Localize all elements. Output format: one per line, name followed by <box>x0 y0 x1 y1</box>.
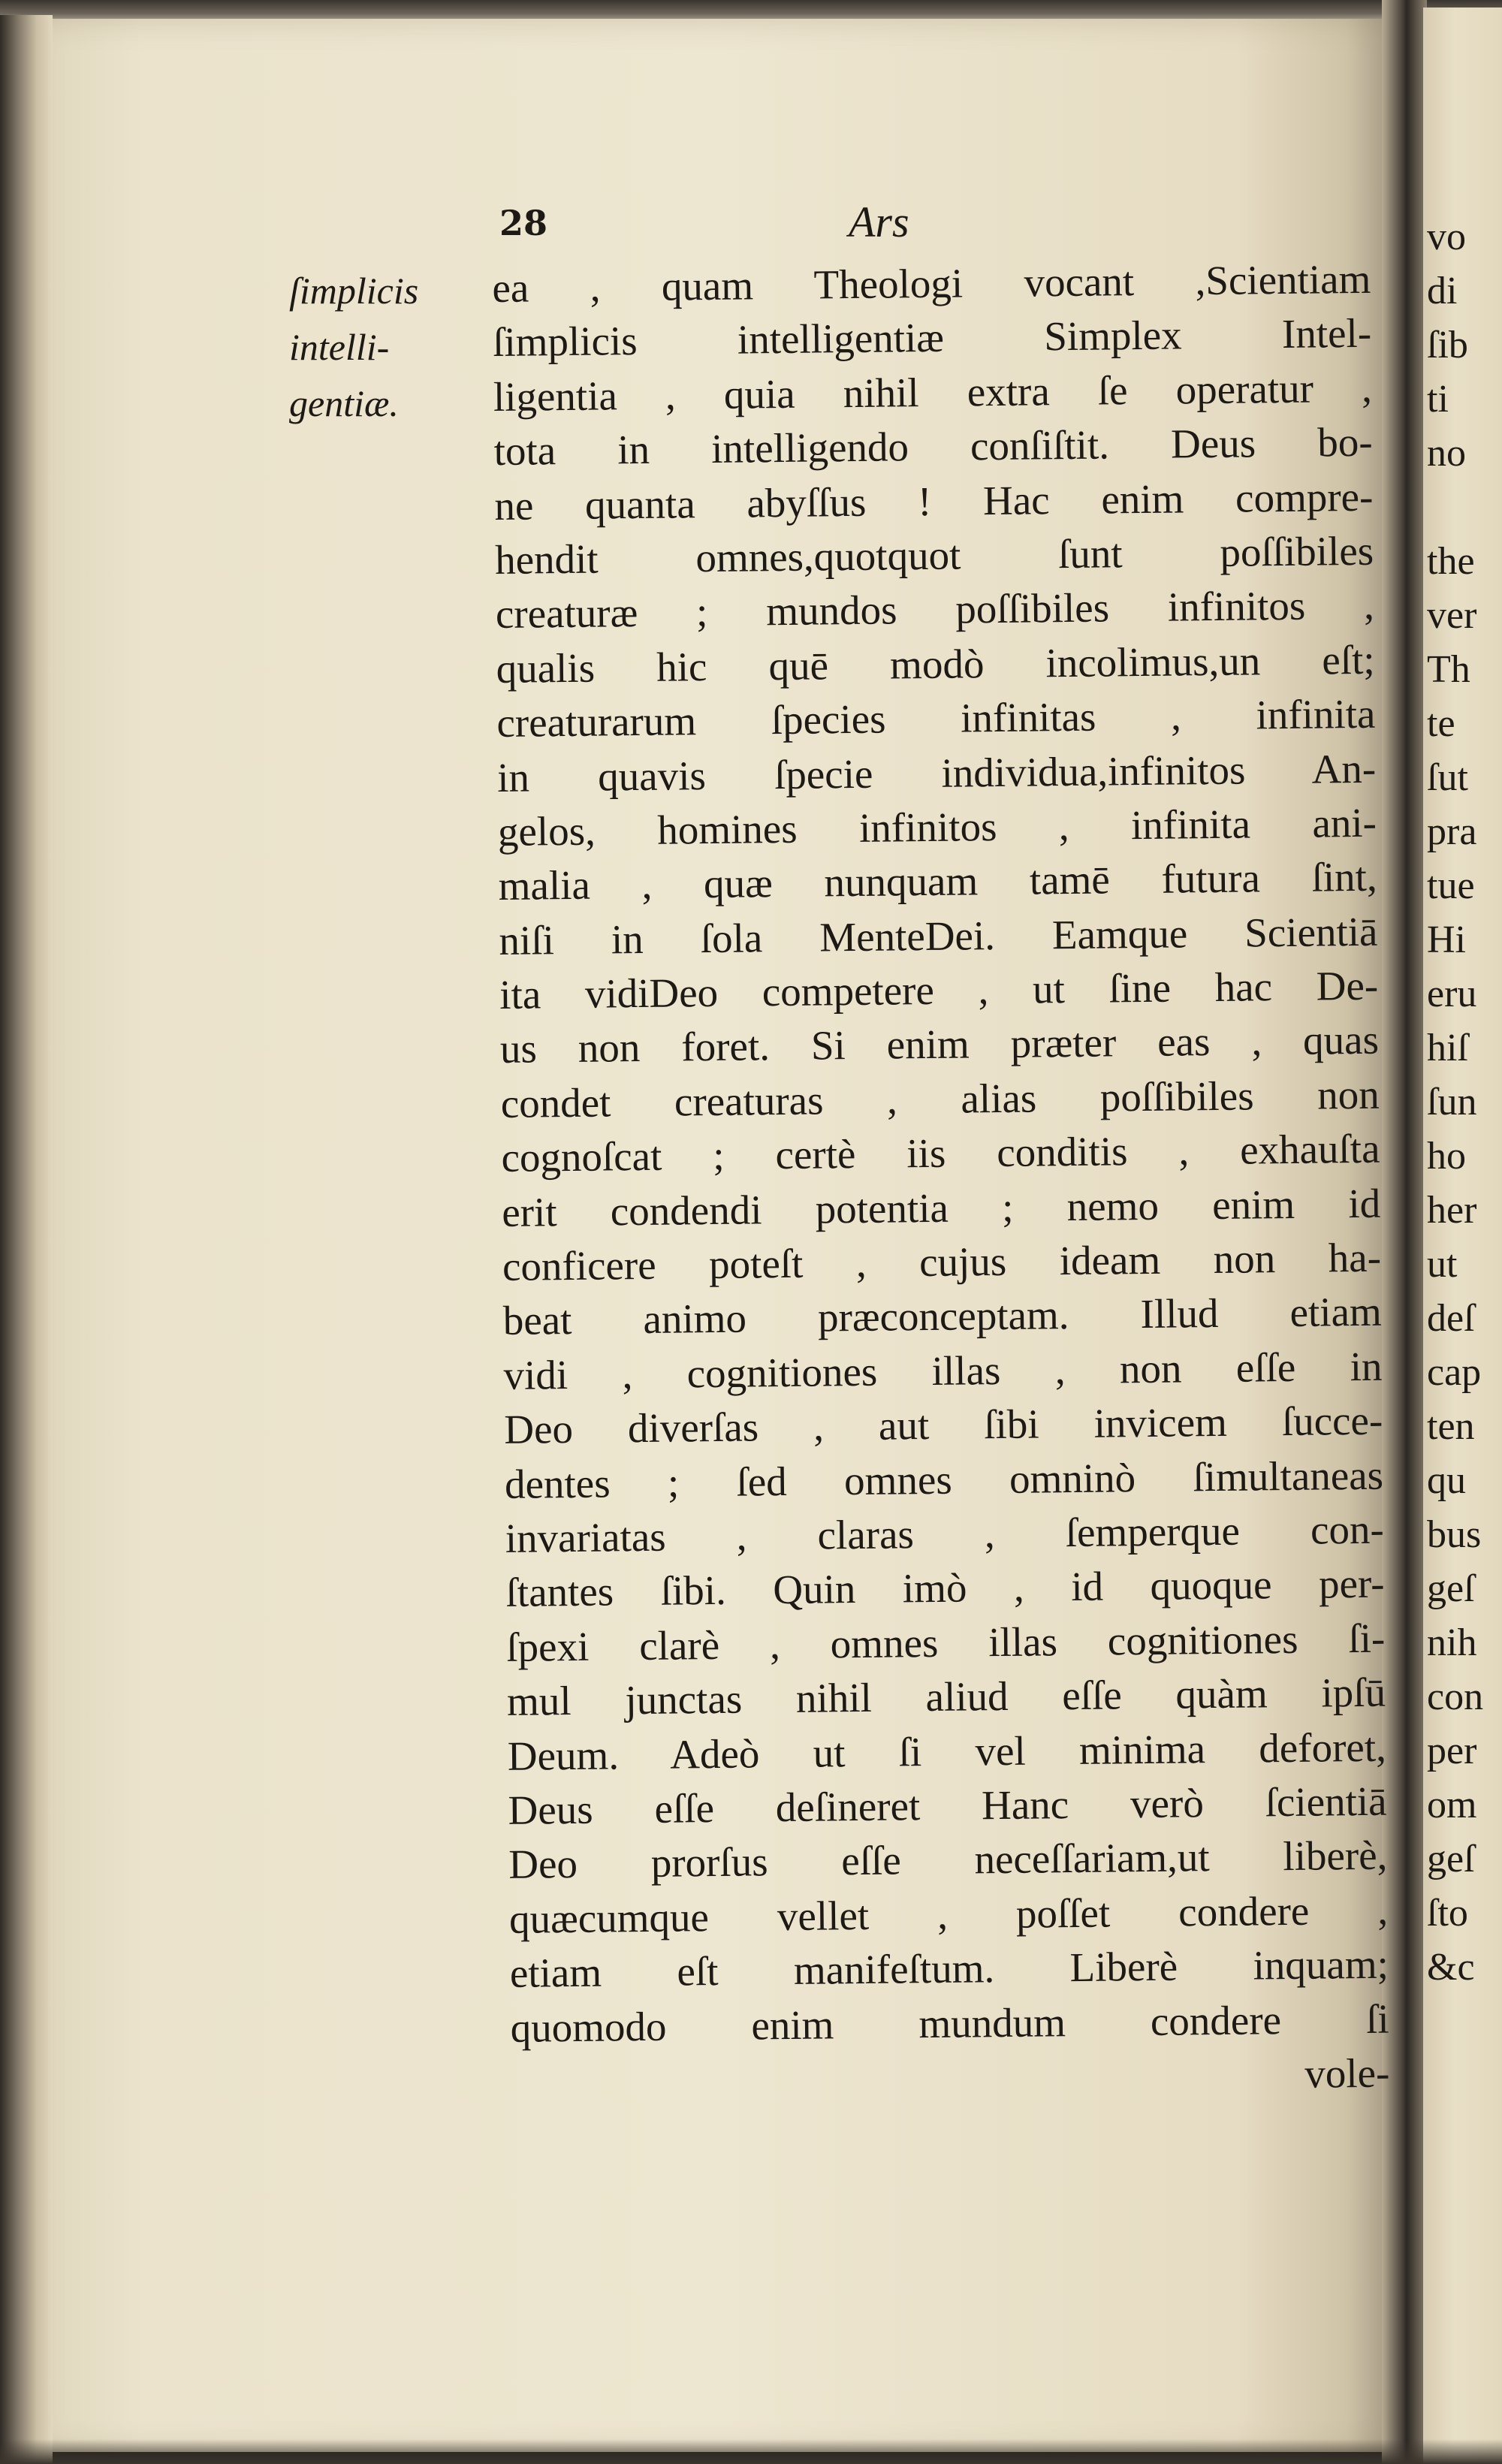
fragment-line: ten <box>1427 1405 1475 1448</box>
fragment-line: te <box>1427 702 1455 745</box>
text-line: ligentia , quia nihil extra ſe operatur , <box>493 364 1373 420</box>
fragment-line: di <box>1427 270 1458 312</box>
fragment-line: vo <box>1427 216 1466 258</box>
fragment-line: con <box>1427 1675 1484 1718</box>
margin-note <box>289 263 507 432</box>
fragment-line: &c <box>1427 1946 1475 1989</box>
fragment-line: qu <box>1427 1459 1466 1502</box>
text-line: tota in intelligendo conſiſtit. Deus bo- <box>493 418 1373 475</box>
page-header <box>0 188 1382 248</box>
text-line: conficere poteſt , cujus ideam non ha- <box>502 1234 1382 1289</box>
text-line: ſtantes ſibi. Quin imò , id quoque per- <box>505 1561 1385 1616</box>
text-line: Deum. Adeò ut ſi vel minima deforet, <box>507 1724 1387 1779</box>
text-line: hendit omnes,quotquot ſunt poſſibiles <box>494 527 1374 583</box>
body-text <box>492 252 1390 2110</box>
fragment-line: ho <box>1427 1135 1466 1178</box>
text-line: us non foret. Si enim præter eas , quas <box>499 1017 1380 1072</box>
text-line: cognoſcat ; certè iis conditis , exhauſta <box>501 1125 1380 1181</box>
catchword: vole- <box>1304 2049 1390 2097</box>
text-line: qualis hic quē modò incolimus,un eſt; <box>496 636 1375 692</box>
text-line: ſpexi clarè , omnes illas cognitiones ſi- <box>506 1615 1386 1670</box>
text-line: ſimplicis intelligentiæ Simplex Intel- <box>492 310 1372 366</box>
text-line: dentes ; ſed omnes omninò ſimultaneas <box>504 1452 1384 1507</box>
fragment-line: ut <box>1427 1243 1458 1286</box>
fragment-line: no <box>1427 432 1466 475</box>
fragment-line: the <box>1427 540 1475 583</box>
bottom-edge <box>0 2439 1502 2464</box>
fragment-line: hiſ <box>1427 1027 1468 1069</box>
text-line: in quavis ſpecie individua,infinitos An- <box>496 745 1377 801</box>
text-line: quæcumque vellet , poſſet condere , <box>508 1886 1389 1942</box>
text-line: Deus eſſe deſineret Hanc verò ſcientiā <box>508 1778 1387 1833</box>
text-line: ita vidiDeo competere , ut ſine hac De- <box>499 962 1379 1018</box>
text-line: Deo prorſus eſſe neceſſariam,ut liberè, <box>508 1832 1388 1888</box>
fragment-line: geſ <box>1427 1838 1475 1880</box>
margin-note-line: ſimplicis <box>289 270 419 312</box>
fragment-line: Th <box>1427 648 1470 691</box>
adjacent-page-fragments <box>1427 210 1502 1995</box>
fragment-line: pra <box>1427 810 1477 853</box>
fragment-line: ſib <box>1427 324 1468 366</box>
fragment-line: deſ <box>1427 1297 1475 1340</box>
fragment-line: ſut <box>1427 756 1468 799</box>
fragment-line: geſ <box>1427 1567 1475 1610</box>
page-number: 28 <box>499 203 548 243</box>
text-line: ea , quam Theologi vocant ,Scientiam <box>492 255 1371 311</box>
text-line: niſi in ſola MenteDei. Eamque Scientiā <box>499 908 1378 964</box>
fragment-line: ſto <box>1427 1892 1468 1935</box>
text-line: Deo diverſas , aut ſibi invicem ſucce- <box>503 1397 1383 1453</box>
text-line: mul junctas nihil aliud eſſe quàm ipſū <box>506 1669 1386 1725</box>
fragment-line: tue <box>1427 864 1475 907</box>
fragment-line: per <box>1427 1730 1477 1772</box>
fragment-line: ſun <box>1427 1081 1477 1123</box>
fragment-line: cap <box>1427 1351 1482 1394</box>
text-line: erit condendi potentia ; nemo enim id <box>501 1180 1381 1235</box>
text-line: invariatas , claras , ſemperque con- <box>505 1506 1385 1561</box>
text-line: creaturarum ſpecies infinitas , infinita <box>496 690 1376 746</box>
fragment-line: ti <box>1427 378 1449 421</box>
text-line: etiam eſt manifeſtum. Liberè inquam; <box>509 1941 1389 1996</box>
text-line: malia , quæ nunquam tamē futura ſint, <box>498 854 1377 909</box>
text-line: vidi , cognitiones illas , non eſſe in <box>503 1343 1383 1398</box>
text-line: ne quanta abyſſus ! Hac enim compre- <box>494 473 1374 529</box>
fragment-line <box>1427 481 1502 535</box>
text-line: quomodo enim mundum condere ſi <box>510 1995 1389 2051</box>
fragment-line: Hi <box>1427 918 1466 961</box>
fragment-line: nih <box>1427 1621 1477 1664</box>
fragment-line: her <box>1427 1189 1477 1232</box>
left-page-edge <box>0 15 53 2464</box>
fragment-line: bus <box>1427 1513 1482 1556</box>
margin-note-line: intelli- <box>289 326 390 368</box>
text-line: gelos, homines infinitos , infinita ani- <box>497 799 1377 855</box>
fragment-line: ver <box>1427 594 1477 637</box>
text-line: condet creaturas , alias poſſibiles non <box>500 1071 1380 1126</box>
running-head: Ars <box>849 198 909 246</box>
text-line: creaturæ ; mundos poſſibiles infinitos , <box>495 582 1375 638</box>
fragment-line: om <box>1427 1784 1477 1826</box>
text-line: beat animo præconceptam. Illud etiam <box>502 1289 1383 1344</box>
fragment-line: eru <box>1427 973 1477 1015</box>
margin-note-line: gentiæ. <box>289 382 399 424</box>
